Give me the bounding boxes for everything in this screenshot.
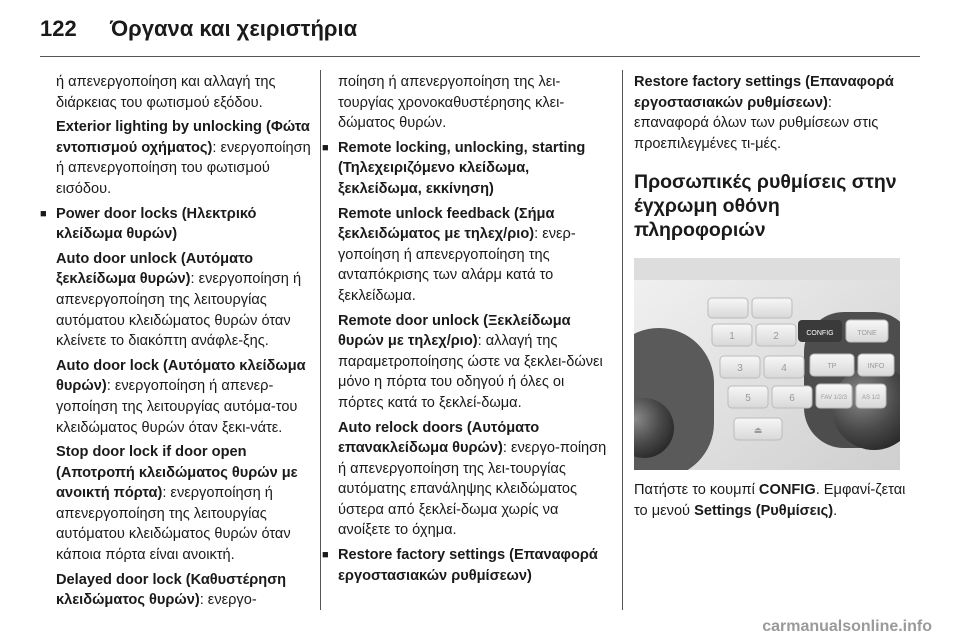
paragraph — [634, 72, 906, 154]
paragraph — [338, 311, 608, 414]
paragraph — [56, 117, 312, 199]
key-3: 3 — [737, 363, 743, 375]
config-button-label: CONFIG — [806, 330, 834, 338]
term-remote-door-unlock: Remote door unlock (Ξεκλείδωμα θυρών με τηλεχ/ριο) — [338, 312, 571, 350]
term-description: : επαναφορά όλων των ρυθμίσεων στις προεπιλεγμένες τι-μές. — [634, 94, 879, 152]
term-description: : ενεργοποίηση ή απενερ-γοποίηση της λειτουργίας αυτόμα-του κλειδώματος θυρών όταν ξεκι-νάτε. — [56, 378, 298, 436]
paragraph: ή απενεργοποίηση και αλλαγή της διάρκειας του φωτισμού εξόδου. — [56, 74, 276, 111]
term-restore-factory-settings: Restore factory settings (Επαναφορά εργοστασιακών ρυθμίσεων) — [634, 74, 894, 111]
info-button-label: INFO — [867, 363, 885, 371]
control-panel-illustration — [634, 258, 900, 470]
paragraph — [56, 442, 312, 566]
paragraph — [56, 249, 312, 352]
column-divider-1 — [320, 70, 321, 610]
caption-text: Πατήστε το κουμπί — [634, 482, 759, 499]
paragraph — [56, 356, 312, 438]
term-auto-relock-doors: Auto relock doors (Αυτόματο επανακλείδωμα θυρών) — [338, 419, 540, 457]
tone-button-label: TONE — [857, 330, 877, 338]
term-description: : ενεργο-ποίηση ή απενεργοποίηση της λει-τουργίας αυτόματης επανάληψης κλειδώματος ύστερα από ξεκλεί-δωμα χωρίς να ανοίξετε το όχημα. — [338, 440, 607, 539]
chapter-title: Όργανα και χειριστήρια — [110, 16, 358, 41]
paragraph — [56, 570, 312, 611]
term-description: : ενερ-γοποίηση ή απενεργοποίηση της ανταπόκρισης των αλάρμ κατά το ξεκλείδωμα. — [338, 226, 576, 304]
term-auto-door-lock: Auto door lock (Αυτόματο κλείδωμα θυρών) — [56, 357, 306, 395]
term-description: : ενεργοποίηση ή απενεργοποίηση του φωτισμού εισόδου. — [56, 139, 311, 197]
paragraph — [338, 418, 608, 542]
term-remote-unlock-feedback: Remote unlock feedback (Σήμα ξεκλειδώματος με τηλεχ/ριο) — [338, 205, 555, 243]
term-auto-door-unlock: Auto door unlock (Αυτόματο ξεκλείδωμα θυρών) — [56, 250, 254, 288]
caption-config: CONFIG — [758, 482, 816, 499]
header-divider — [40, 56, 920, 57]
key-6: 6 — [789, 393, 795, 405]
page-header — [0, 0, 960, 66]
watermark: carmanualsonline.info — [762, 618, 932, 635]
as-button-label: AS 1/2 — [861, 395, 881, 402]
column-right — [634, 72, 906, 526]
key-4: 4 — [781, 363, 787, 375]
caption-text: . Εμφανί-ζεται το μενού — [634, 482, 906, 519]
term-description: : αλλαγή της παραμετροποίησης ώστε να ξεκλει-δώνει μόνο η πόρτα του οδηγού ή όλες οι πόρτες κατά το ξεκλεί-δωμα. — [338, 333, 603, 411]
bullet-remote-locking: ■ Remote locking, unlocking, starting (Τηλεχειριζόμενο κλείδωμα, ξεκλείδωμα, εκκίνηση) — [338, 138, 608, 200]
bullet-power-door-locks: ■ Power door locks (Ηλεκτρικό κλείδωμα θυρών) — [56, 204, 312, 245]
column-middle — [338, 72, 608, 590]
caption-text: . — [833, 502, 838, 519]
term-description: : ενεργοποίηση ή απενεργοποίηση της λειτουργίας αυτόματου κλειδώματος θυρών όταν κάποια πόρτα είναι ανοικτή. — [56, 485, 291, 564]
tp-button-label: TP — [827, 363, 837, 371]
control-panel-photo — [634, 258, 900, 470]
paragraph: ποίηση ή απενεργοποίηση της λει-τουργίας χρονοκαθυστέρησης κλει-δώματος θυρών. — [338, 74, 565, 132]
term-stop-door-lock: Stop door lock if door open (Αποτροπή κλειδώματος θυρών με ανοικτή πόρτα) — [56, 444, 298, 502]
bullet-restore-factory-settings: ■ Restore factory settings (Επαναφορά εργοστασιακών ρυθμίσεων) — [338, 545, 608, 586]
key-1: 1 — [729, 331, 735, 343]
term-description: : ενεργοποίηση ή απενεργοποίηση της λειτουργίας αυτόματου κλειδώματος θυρών όταν κλείνετε το διακόπτη ανάφλε-ξης. — [56, 271, 302, 350]
paragraph — [338, 204, 608, 307]
fav-button-label: FAV 1/2/3 — [821, 395, 847, 402]
page-number: 122 — [40, 16, 77, 41]
photo-caption — [634, 480, 906, 521]
column-divider-2 — [622, 70, 623, 610]
caption-settings: Settings (Ρυθμίσεις) — [694, 502, 834, 519]
key-2: 2 — [773, 331, 779, 343]
column-left — [56, 72, 312, 615]
term-description: : ενεργο- — [199, 592, 257, 609]
key-5: 5 — [745, 393, 751, 405]
section-heading: Προσωπικές ρυθμίσεις στην έγχρωμη οθόνη πληροφοριών — [634, 171, 897, 242]
term-delayed-door-lock: Delayed door lock (Καθυστέρηση κλειδώματος θυρών) — [56, 571, 287, 609]
term-exterior-lighting: Exterior lighting by unlocking (Φώτα εντοπισμού οχήματος) — [56, 119, 310, 156]
eject-icon: ⏏ — [753, 426, 763, 437]
